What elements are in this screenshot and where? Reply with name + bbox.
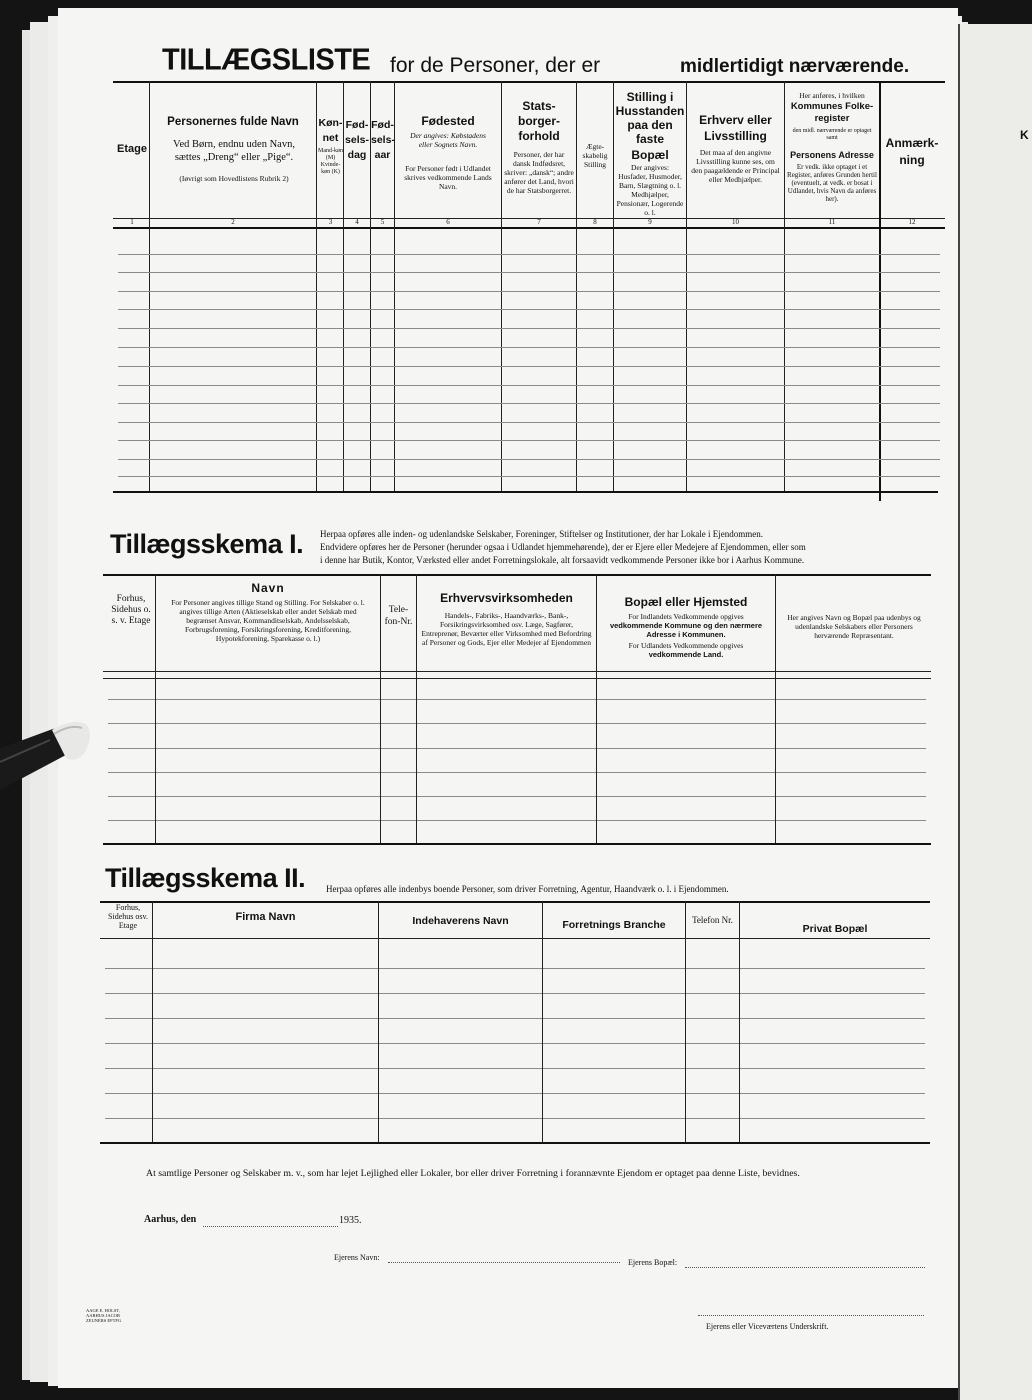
col-citizenship-header: Stats-borger-forhold (518, 99, 560, 143)
col-divider (784, 81, 785, 491)
col-divider (152, 901, 153, 1142)
col-number: 10 (732, 218, 739, 226)
col-birthplace-note: For Personer født i Udlandet skrives vedkommende Lands Navn. (404, 164, 492, 191)
row-line (108, 820, 926, 821)
col-occupation-header: Erhverv eller Livsstilling (699, 113, 772, 143)
col-number: 12 (908, 218, 916, 226)
owner-address-field[interactable] (685, 1267, 925, 1268)
col-citizenship-sub: Personer, der har dansk Indfødsret, skriver: „dansk“; andre anfører det Land, hvori de har Statsborgerret. (504, 150, 574, 195)
skema2-col-telefon: Telefon Nr. (692, 915, 733, 925)
col-divider (416, 574, 417, 843)
skema2-col-firma: Firma Navn (235, 911, 296, 923)
col-number: 11 (828, 218, 836, 226)
rule (100, 938, 930, 939)
col-register-mid: den midl. nærværende er optaget samt (792, 128, 872, 141)
adjacent-page (958, 24, 1032, 1400)
skema1-col-bopael-sub-2: vedkommende Kommune og den nærmere Adresse i Kommunen. (609, 621, 763, 639)
row-line (108, 699, 926, 700)
row-line (108, 772, 926, 773)
rule (103, 678, 931, 679)
col-divider (739, 901, 740, 1142)
col-gender-header: Køn-net (318, 117, 343, 144)
row-line (105, 1093, 925, 1094)
signature-field[interactable] (698, 1315, 924, 1316)
skema1-col-navn: Navn (251, 581, 285, 595)
col-household-header: Stilling i Husstanden paa den faste (615, 90, 685, 146)
row-line (118, 309, 940, 310)
skema1-col-erhverv-sub: Handels-, Fabriks-, Haandværks-, Bank-, Forsikringsvirksomhed osv. Læge, Sagfører, Entreprenør, Beværter eller Virksomhed med Befordring af Personer og Gods, Ejer eller Medejer af Ejendommen (421, 611, 592, 647)
rule (113, 491, 938, 493)
row-line (118, 440, 940, 441)
skema1-col-telefon: Tele-fon-Nr. (384, 605, 413, 627)
row-line (118, 403, 940, 404)
col-etage-header: Etage (117, 143, 147, 155)
owner-address-label: Ejerens Bopæl: (628, 1258, 678, 1267)
skema2-title: Tillægsskema II. (105, 863, 306, 893)
col-birthplace-header: Fødested (421, 114, 475, 128)
rule (113, 227, 945, 229)
skema2-col-branche: Forretnings Branche (562, 919, 666, 931)
signature-label: Ejerens eller Viceværtens Underskrift. (706, 1322, 829, 1331)
row-line (105, 1068, 925, 1069)
row-line (118, 459, 940, 460)
col-number: 4 (355, 218, 359, 226)
row-line (118, 254, 940, 255)
col-number: 8 (593, 218, 597, 226)
row-line (118, 347, 940, 348)
form-title: TILLÆGSLISTE (162, 43, 371, 77)
skema1-desc-1: Herpaa opføres alle inden- og udenlandske Selskaber, Foreninger, Stiftelser og Institutioner, der har Lokale i Ejendommen. (320, 529, 764, 539)
col-number: 5 (380, 218, 385, 226)
col-remarks-header: Anmærk-ning (885, 136, 939, 167)
col-birthday-header: Fød-sels-dag (345, 119, 369, 161)
skema1-col-bopael-sub-1: For Indlandets Vedkommende opgives (628, 612, 744, 621)
form-page (58, 8, 958, 1388)
skema1-col-bopael-sub-3: For Udlandets Vedkommende opgives (628, 641, 744, 650)
form-subtitle: for de Personer, der er (390, 54, 601, 77)
owner-name-label: Ejerens Navn: (334, 1253, 380, 1262)
col-birthplace-sub: Der angives: Købstadens eller Sognets Navn. (410, 131, 486, 149)
rule (100, 901, 930, 903)
place-label: Aarhus, den (144, 1214, 197, 1225)
rule (100, 1142, 930, 1144)
col-divider (155, 574, 156, 843)
skema1-desc-2: Endvidere opføres her de Personer (herunder ogsaa i Udlandet hjemmehørende), der er Ejere eller Medejere af Ejendommen, eller som (320, 542, 806, 552)
col-household-sub: Der angives: Husfader, Husmoder, Barn, Slægtning o. l. Medhjælper, Pensionær, Logerende o. l. (616, 163, 684, 217)
row-line (118, 328, 940, 329)
skema1-col-bopael: Bopæl eller Hjemsted (624, 595, 748, 609)
skema1-col-representative: Her angives Navn og Bopæl paa udenbys og udenlandske Selskabers eller Personers herværende Repræsentant. (787, 613, 921, 640)
col-register-sub: Er vedk. ikke optaget i et Register, anføres Grunden hertil (eventuelt, at vedk. er bosat i Udlandet, hvis Navn da anføres her). (787, 163, 877, 203)
rule (113, 81, 945, 83)
adjacent-page-letter: K (1020, 128, 1029, 142)
col-divider (685, 901, 686, 1142)
row-line (118, 476, 940, 477)
col-divider (775, 574, 776, 843)
col-gender-sub: Mand-køn (M) Kvinde-køn (K) (318, 148, 343, 175)
col-divider (596, 574, 597, 843)
printer-imprint: AAGE E. HOLST, AARHUS JACOB ZEUNERS EFTFG (86, 1308, 122, 1323)
col-name-header: Personernes fulde Navn (167, 116, 299, 128)
rule (103, 671, 931, 672)
row-line (108, 748, 926, 749)
col-name-instruction: Ved Børn, endnu uden Navn, sættes „Dreng“ eller „Pige“. (173, 139, 295, 163)
row-line (118, 291, 940, 292)
row-line (118, 366, 940, 367)
col-number: 3 (328, 218, 333, 226)
skema1-col-etage: Forhus, Sidehus o. s. v. Etage (111, 594, 151, 626)
date-field[interactable] (203, 1226, 338, 1227)
col-occupation-sub: Det maa af den angivne Livsstilling kunne ses, om den paagældende er Principal eller Medhjælper. (691, 148, 780, 184)
pen-tip (0, 712, 100, 798)
col-divider (542, 901, 543, 1142)
row-line (105, 993, 925, 994)
skema1-desc-3: i denne har Butik, Kontor, Værksted eller andet Forretningslokale, alt forsaavidt vedkommende Personer ikke bor i Aarhus Kommune. (320, 555, 805, 565)
skema2-col-etage: Forhus, Sidehus osv. Etage (108, 903, 148, 930)
col-register-header-2: Personens Adresse (790, 150, 874, 160)
col-register-header: Kommunes Folke-register (790, 101, 874, 124)
skema2-desc: Herpaa opføres alle indenbys boende Personer, som driver Forretning, Agentur, Haandværk o. l. i Ejendommen. (326, 884, 729, 894)
row-line (108, 723, 926, 724)
col-birthyear-header: Fød-sels-aar (371, 119, 395, 161)
skema2-col-bopael: Privat Bopæl (802, 923, 868, 935)
rule (103, 574, 931, 576)
col-marital-header: Ægte-skabelig Stilling (582, 142, 608, 169)
year-label: 1935. (339, 1215, 362, 1226)
attestation-text: At samtlige Personer og Selskaber m. v., som har lejet Lejlighed eller Lokaler, bor eller driver Forretning i forannævnte Ejendom er optaget paa denne Liste, bevidnes. (146, 1168, 800, 1179)
row-line (118, 422, 940, 423)
skema1-title: Tillægsskema I. (110, 529, 304, 559)
row-line (105, 1118, 925, 1119)
col-name-note: (Iøvrigt som Hovedlistens Rubrik 2) (179, 174, 289, 183)
skema2-col-indehaver: Indehaverens Navn (412, 915, 509, 927)
row-line (105, 1043, 925, 1044)
col-register-pre: Her anføres, i hvilken (799, 91, 865, 100)
row-line (118, 272, 940, 273)
col-number: 6 (446, 218, 450, 226)
skema1-col-bopael-sub-4: vedkommende Land. (648, 650, 724, 659)
col-number: 2 (231, 218, 235, 226)
owner-name-field[interactable] (388, 1262, 620, 1263)
form-subtitle-bold: midlertidigt nærværende. (680, 56, 910, 77)
col-divider (378, 901, 379, 1142)
row-line (105, 1018, 925, 1019)
skema1-col-navn-sub: For Personer angives tillige Stand og Stilling. For Selskaber o. l. angives tillige Arten (Aktieselskab eller andet Selskab med begrænset Ansvar, Kommanditselskab, Andelsselskab, Forbrugsforening, Forsikringsforening, Kreditforening, Hypotekforening, Sparekasse o. l.) (171, 598, 365, 643)
rule (103, 843, 931, 845)
skema1-col-erhverv: Erhvervsvirksomheden (440, 591, 573, 605)
row-line (105, 968, 925, 969)
row-line (108, 796, 926, 797)
col-number: 9 (648, 218, 652, 226)
col-number: 1 (130, 218, 134, 226)
col-household-header-2: Bopæl (631, 148, 669, 162)
row-line (118, 385, 940, 386)
col-number: 7 (537, 218, 541, 226)
